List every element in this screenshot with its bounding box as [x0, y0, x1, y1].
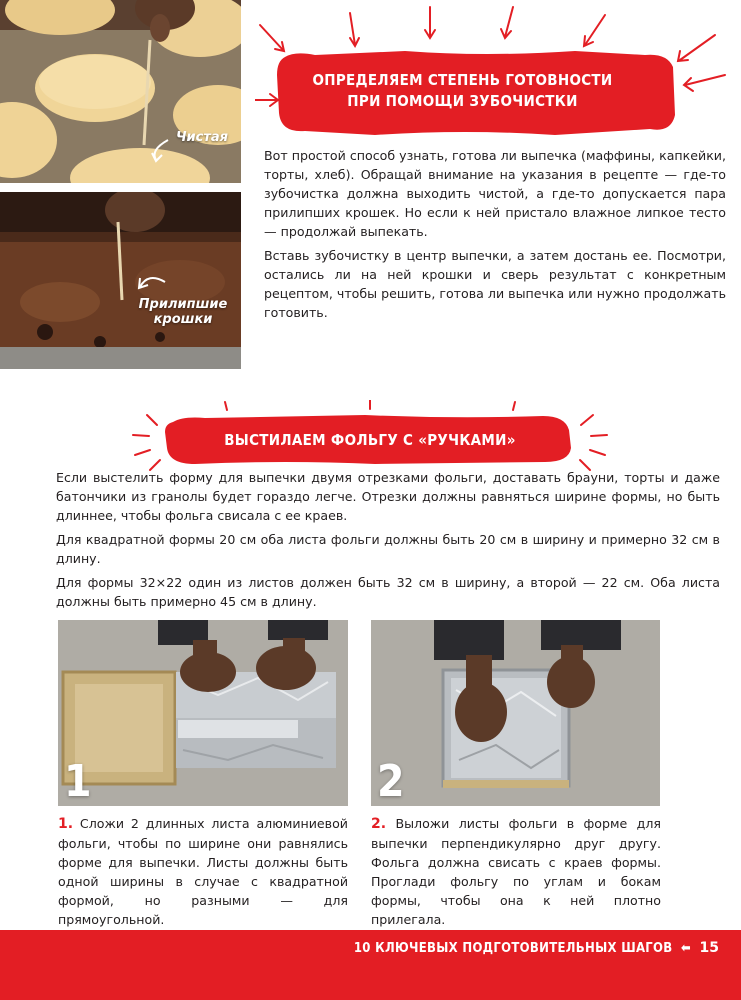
- sticky-crumbs-label-line2: крошки: [153, 312, 213, 327]
- clean-toothpick-label: Чистая: [176, 130, 228, 145]
- section1-paragraph2: Вставь зубочистку в центр выпечки, а затем достань ее. Посмотри, остались ли на ней крошки и сверь результат с конкретным рецептом, чтобы решить, готова ли выпечка или нужно продолжать готовить.: [264, 248, 726, 320]
- section1-title-line2: ПРИ ПОМОЩИ ЗУБОЧИСТКИ: [347, 92, 578, 110]
- section2-body: [56, 468, 720, 616]
- step2-text: Выложи листы фольги в форме для выпечки перпендикулярно друг другу. Фольга должна свисать с краев формы. Проглади фольгу по углам и бокам формы, чтобы она к ней плотно прилегала.: [371, 816, 661, 927]
- section1-body: [264, 146, 726, 327]
- brownie-crumbs-photo: [0, 192, 241, 369]
- section1-paragraph1: Вот простой способ узнать, готова ли выпечка (маффины, капкейки, торты, хлеб). Обращай внимание на указания в рецепте — где-то зубочистка должна выходить чистой, а где-то допускается пара прилипших крошек. Но если к ней пристало влажное липкое тесто — продолжай выпекать.: [264, 148, 726, 239]
- step1-text: Сложи 2 длинных листа алюминиевой фольги, чтобы по ширине они равнялись форме для выпечки. Листы должны быть одной ширины в случае с квадратной формой, но разными — для прямоугольной.: [58, 816, 348, 927]
- step1-photo-number: 1: [64, 756, 92, 806]
- section2-paragraph2: Для квадратной формы 20 см оба листа фольги должны быть 20 см в ширину и примерно 32 см в длину.: [56, 532, 720, 566]
- cookies-toothpick-photo: [0, 0, 241, 183]
- step2-caption: [371, 814, 661, 929]
- step1-photo: [58, 620, 348, 806]
- step1-number: 1.: [58, 816, 74, 832]
- step2-photo-number: 2: [377, 756, 405, 806]
- section2-paragraph1: Если выстелить форму для выпечки двумя отрезками фольги, доставать брауни, торты и даже батончики из гранолы будет гораздо легче. Отрезки должны равняться ширине формы, но быть длиннее, чтобы фольга свисала с ее краев.: [56, 470, 720, 523]
- left-arrow-icon: ⬅: [680, 941, 691, 956]
- section2-paragraph3: Для формы 32×22 один из листов должен быть 32 см в ширину, а второй — 22 см. Оба листа должны быть примерно 45 см в длину.: [56, 575, 720, 609]
- section1-title: [285, 70, 640, 112]
- section2-title: ВЫСТИЛАЕМ ФОЛЬГУ С «РУЧКАМИ»: [224, 431, 516, 449]
- step1-caption: [58, 814, 348, 929]
- section1-title-line1: ОПРЕДЕЛЯЕМ СТЕПЕНЬ ГОТОВНОСТИ: [312, 71, 613, 89]
- footer-title: 10 КЛЮЧЕВЫХ ПОДГОТОВИТЕЛЬНЫХ ШАГОВ: [353, 941, 673, 956]
- page-number: 15: [699, 940, 719, 956]
- sticky-crumbs-label: [138, 297, 228, 327]
- step2-number: 2.: [371, 816, 387, 832]
- footer-running-title: [354, 941, 691, 956]
- step2-photo: [371, 620, 660, 806]
- sticky-crumbs-label-line1: Прилипшие: [138, 297, 228, 312]
